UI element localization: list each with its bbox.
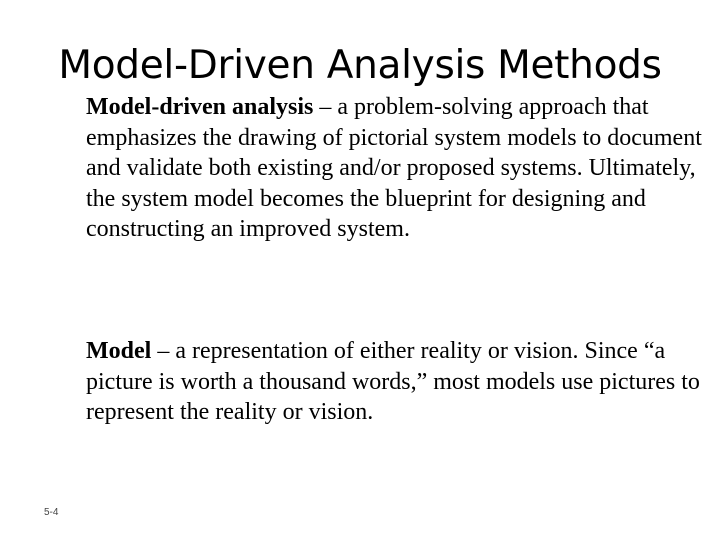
definition-text-model: – a representation of either reality or vision. Since “a picture is worth a thousand words,” most models use pictures to represent the reality or vision. [86, 338, 700, 425]
definition-paragraph-model [86, 336, 708, 428]
definition-text-model-driven-analysis: – a problem-solving approach that emphasizes the drawing of pictorial system models to document and validate both existing and/or proposed systems. Ultimately, the system model becomes the blueprint for designing and constructing an improved system. [86, 94, 702, 242]
term-model: Model [86, 338, 152, 364]
term-model-driven-analysis: Model-driven analysis [86, 94, 314, 120]
slide-number: 5-4 [44, 507, 59, 518]
slide-title: Model-Driven Analysis Methods [58, 43, 662, 88]
definition-paragraph-model-driven-analysis [86, 92, 708, 245]
